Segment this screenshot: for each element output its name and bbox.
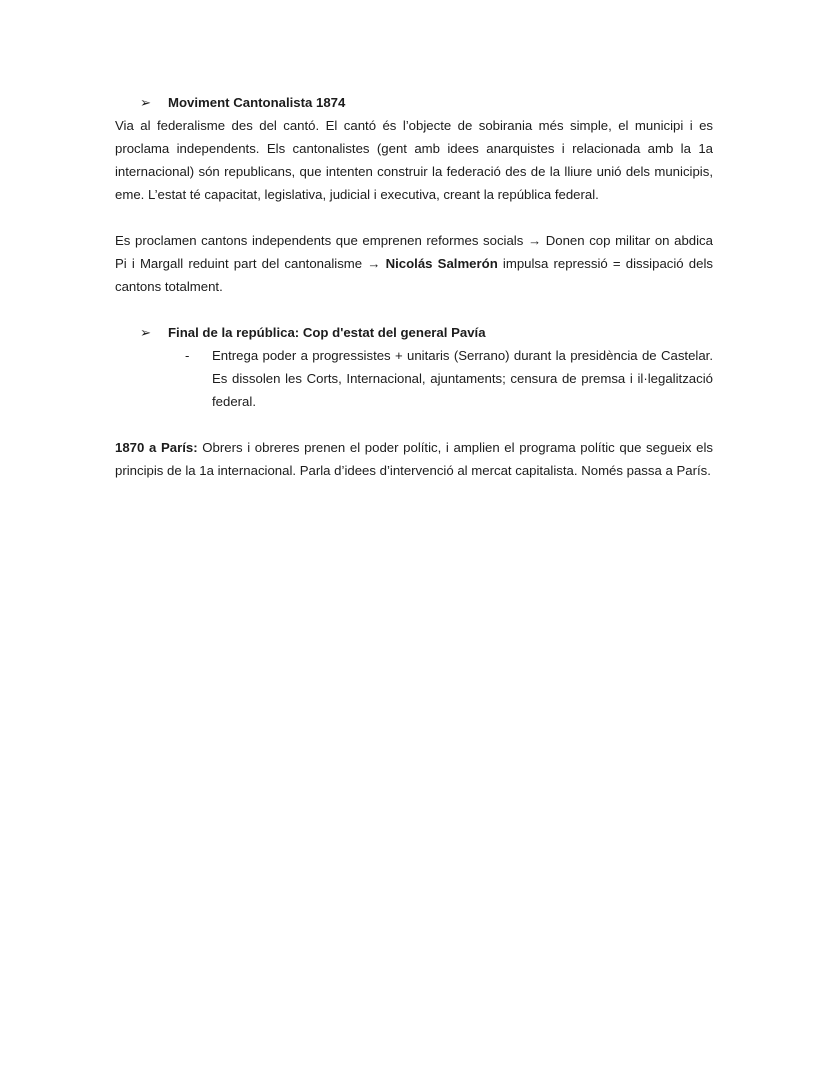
paragraph-cantons-text-2: impulsa repressió = dissipació dels cantons totalment. (115, 256, 713, 294)
paragraph-1870-paris-text: Obrers i obreres prenen el poder polític, i amplien el programa polític que segueix els principis de la 1a internacional. Parla d’idees d’intervenció al mercat capitalista. Només passa a París. (115, 440, 714, 478)
section-heading-moviment-label: Moviment Cantonalista 1874 (168, 95, 346, 110)
arrow-bullet-icon: ➢ (140, 95, 152, 110)
paragraph-cantons-independents (115, 229, 713, 298)
bold-name-nicolas-salmeron: Nicolás Salmerón (385, 256, 498, 271)
section-heading-final-republica (115, 321, 713, 344)
paragraph-federalisme: Via al federalisme des del cantó. El cantó és l’objecte de sobirania més simple, el municipi i es proclama independents. Els cantonalistes (gent amb idees anarquistes i relacionada amb la 1a internacional) són republicans, que intenten construir la federació des de la lliure unió dels municipis, eme. L’estat té capacitat, legislativa, judicial i executiva, creant la república federal. (115, 118, 713, 202)
dash-bullet-icon: - (185, 348, 190, 363)
paragraph-1870-paris (115, 436, 713, 482)
bold-label-1870-paris: 1870 a París: (115, 440, 198, 455)
section-heading-moviment-cantonalista (115, 91, 713, 114)
document-content (115, 91, 713, 482)
sub-bullet-text: Entrega poder a progressistes + unitaris (Serrano) durant la presidència de Castelar. Es dissolen les Corts, Internacional, ajuntaments; censura de premsa i il·legalització federal. (212, 348, 713, 409)
sub-bullet-entrega-poder (115, 344, 713, 413)
paragraph-cantons-text-1: Es proclamen cantons independents que emprenen reformes socials → Donen cop militar on abdica Pi i Margall reduint part del cantonalisme → (115, 233, 713, 271)
section-heading-final-label: Final de la república: Cop d'estat del general Pavía (168, 325, 486, 340)
arrow-bullet-icon: ➢ (140, 325, 152, 340)
